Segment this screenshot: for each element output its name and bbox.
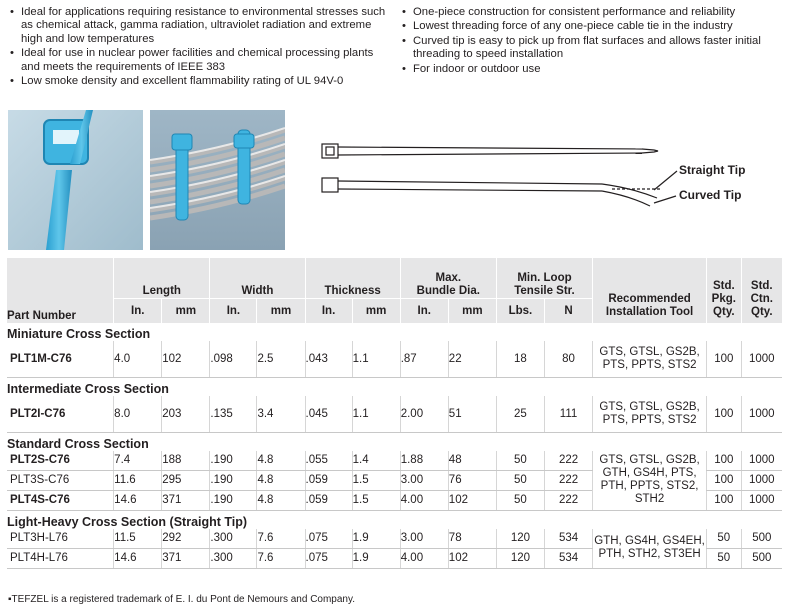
feature-list-right bbox=[402, 6, 787, 77]
feature-item: • For indoor or outdoor use bbox=[402, 63, 787, 76]
cell: 1000 bbox=[741, 490, 782, 510]
cell: 4.8 bbox=[257, 490, 305, 510]
cell: 48 bbox=[448, 451, 496, 471]
cell: 1.4 bbox=[352, 451, 400, 471]
tool-cell: GTS, GTSL, GS2B, GTH, GS4H, PTS, PTH, PPTS, STS2, STH2 bbox=[593, 451, 707, 511]
spec-table bbox=[7, 258, 782, 569]
cell: .190 bbox=[210, 451, 257, 471]
cell: 3.00 bbox=[400, 470, 448, 490]
cell: 4.00 bbox=[400, 548, 448, 568]
cell: 102 bbox=[448, 548, 496, 568]
cell: 100 bbox=[707, 341, 742, 378]
feature-list-left bbox=[10, 6, 390, 89]
part-number: PLT1M-C76 bbox=[7, 341, 114, 378]
cell: 188 bbox=[162, 451, 210, 471]
header-min-loop: Min. Loop Tensile Str. bbox=[496, 258, 592, 298]
cell: 222 bbox=[544, 451, 592, 471]
cell: 534 bbox=[544, 529, 592, 549]
table-row bbox=[7, 529, 782, 549]
cell: 1000 bbox=[741, 451, 782, 471]
header-max-bundle: Max. Bundle Dia. bbox=[400, 258, 496, 298]
table-row bbox=[7, 451, 782, 471]
cell: 203 bbox=[162, 396, 210, 433]
part-number: PLT2S-C76 bbox=[7, 451, 114, 471]
part-number: PLT4S-C76 bbox=[7, 490, 114, 510]
cell: 222 bbox=[544, 490, 592, 510]
cell: 100 bbox=[707, 470, 742, 490]
feature-item: • Ideal for use in nuclear power facilities and chemical processing plants and meets the requirements of IEEE 383 bbox=[10, 47, 390, 74]
feature-item: • Lowest threading force of any one-piece cable tie in the industry bbox=[402, 20, 787, 33]
cell: .300 bbox=[210, 529, 257, 549]
subheader-in: In. bbox=[210, 298, 257, 323]
cell: 3.4 bbox=[257, 396, 305, 433]
cell: .059 bbox=[305, 470, 352, 490]
cell: 4.00 bbox=[400, 490, 448, 510]
cell: .098 bbox=[210, 341, 257, 378]
header-thickness: Thickness bbox=[305, 258, 400, 298]
cell: 4.8 bbox=[257, 451, 305, 471]
cell: 1.1 bbox=[352, 396, 400, 433]
subheader-in: In. bbox=[400, 298, 448, 323]
cell: .190 bbox=[210, 470, 257, 490]
cell: 1.5 bbox=[352, 470, 400, 490]
feature-item: • Ideal for applications requiring resistance to environmental stresses such as chemical attack, gamma radiation, ultraviolet radiation and extreme high and low temperatures bbox=[10, 6, 390, 46]
cell: 102 bbox=[162, 341, 210, 378]
subheader-lbs: Lbs. bbox=[496, 298, 544, 323]
cell: .300 bbox=[210, 548, 257, 568]
cell: 7.4 bbox=[114, 451, 162, 471]
cell: 4.8 bbox=[257, 470, 305, 490]
cable-tie-photo bbox=[8, 110, 143, 250]
cell: 2.00 bbox=[400, 396, 448, 433]
header-length: Length bbox=[114, 258, 210, 298]
subheader-mm: mm bbox=[257, 298, 305, 323]
cell: 1000 bbox=[741, 341, 782, 378]
table-row bbox=[7, 396, 782, 433]
cell: .045 bbox=[305, 396, 352, 433]
cell: 7.6 bbox=[257, 529, 305, 549]
subheader-in: In. bbox=[305, 298, 352, 323]
subheader-mm: mm bbox=[162, 298, 210, 323]
cell: 222 bbox=[544, 470, 592, 490]
subheader-mm: mm bbox=[448, 298, 496, 323]
cell: 50 bbox=[496, 470, 544, 490]
cell: 1.88 bbox=[400, 451, 448, 471]
part-number: PLT3S-C76 bbox=[7, 470, 114, 490]
feature-item: • One-piece construction for consistent performance and reliability bbox=[402, 6, 787, 19]
cell: 1.9 bbox=[352, 548, 400, 568]
cell: 1000 bbox=[741, 396, 782, 433]
tool-cell: GTH, GS4H, GS4EH, PTH, STH2, ST3EH bbox=[593, 529, 707, 569]
section-title: Intermediate Cross Section bbox=[7, 381, 169, 396]
subheader-mm: mm bbox=[352, 298, 400, 323]
cell: 111 bbox=[544, 396, 592, 433]
cell: 78 bbox=[448, 529, 496, 549]
section-title: Light-Heavy Cross Section (Straight Tip) bbox=[7, 514, 248, 529]
cell: 51 bbox=[448, 396, 496, 433]
section-title: Miniature Cross Section bbox=[7, 326, 151, 341]
part-number: PLT2I-C76 bbox=[7, 396, 114, 433]
header-ctn-qty: Std. Ctn. Qty. bbox=[741, 258, 782, 323]
cell: 18 bbox=[496, 341, 544, 378]
straight-tip-label: Straight Tip bbox=[679, 163, 746, 177]
cell: 500 bbox=[741, 548, 782, 568]
cell: 100 bbox=[707, 396, 742, 433]
cell: 8.0 bbox=[114, 396, 162, 433]
cell: .135 bbox=[210, 396, 257, 433]
subheader-n: N bbox=[544, 298, 592, 323]
cell: 100 bbox=[707, 451, 742, 471]
cell: 4.0 bbox=[114, 341, 162, 378]
cell: .043 bbox=[305, 341, 352, 378]
cell: 3.00 bbox=[400, 529, 448, 549]
tip-diagram bbox=[312, 118, 782, 228]
cell: 11.6 bbox=[114, 470, 162, 490]
header-width: Width bbox=[210, 258, 305, 298]
feature-item: • Low smoke density and excellent flammability rating of UL 94V-0 bbox=[10, 75, 390, 88]
cell: .87 bbox=[400, 341, 448, 378]
part-number: PLT4H-L76 bbox=[7, 548, 114, 568]
cell: 500 bbox=[741, 529, 782, 549]
feature-item: • Curved tip is easy to pick up from flat surfaces and allows faster initial threading to speed installation bbox=[402, 35, 787, 62]
cell: .075 bbox=[305, 529, 352, 549]
cell: 371 bbox=[162, 548, 210, 568]
cell: 1000 bbox=[741, 470, 782, 490]
trademark-footnote: ▪TEFZEL is a registered trademark of E. I. du Pont de Nemours and Company. bbox=[8, 594, 356, 605]
cell: 292 bbox=[162, 529, 210, 549]
cell: 1.9 bbox=[352, 529, 400, 549]
cell: 22 bbox=[448, 341, 496, 378]
cell: 14.6 bbox=[114, 548, 162, 568]
cell: 102 bbox=[448, 490, 496, 510]
cell: 7.6 bbox=[257, 548, 305, 568]
cell: 534 bbox=[544, 548, 592, 568]
cell: 371 bbox=[162, 490, 210, 510]
cell: 120 bbox=[496, 548, 544, 568]
cell: 76 bbox=[448, 470, 496, 490]
cell: .075 bbox=[305, 548, 352, 568]
header-part-number: Part Number bbox=[7, 258, 114, 323]
cell: .055 bbox=[305, 451, 352, 471]
tool-cell: GTS, GTSL, GS2B, PTS, PPTS, STS2 bbox=[593, 396, 707, 433]
cell: 120 bbox=[496, 529, 544, 549]
cell: .059 bbox=[305, 490, 352, 510]
subheader-in: In. bbox=[114, 298, 162, 323]
tool-cell: GTS, GTSL, GS2B, PTS, PPTS, STS2 bbox=[593, 341, 707, 378]
cell: 50 bbox=[496, 490, 544, 510]
cell: 50 bbox=[707, 529, 742, 549]
cell: 2.5 bbox=[257, 341, 305, 378]
cable-bundle-photo bbox=[150, 110, 285, 250]
header-tool: Recommended Installation Tool bbox=[593, 258, 707, 323]
cell: 100 bbox=[707, 490, 742, 510]
cell: 50 bbox=[707, 548, 742, 568]
table-row bbox=[7, 341, 782, 378]
part-number: PLT3H-L76 bbox=[7, 529, 114, 549]
cell: 50 bbox=[496, 451, 544, 471]
cell: 14.6 bbox=[114, 490, 162, 510]
curved-tip-label: Curved Tip bbox=[679, 188, 742, 202]
cell: .190 bbox=[210, 490, 257, 510]
cell: 1.5 bbox=[352, 490, 400, 510]
cell: 295 bbox=[162, 470, 210, 490]
header-pkg-qty: Std. Pkg. Qty. bbox=[707, 258, 742, 323]
cell: 11.5 bbox=[114, 529, 162, 549]
section-title: Standard Cross Section bbox=[7, 436, 149, 451]
cell: 1.1 bbox=[352, 341, 400, 378]
cell: 25 bbox=[496, 396, 544, 433]
cell: 80 bbox=[544, 341, 592, 378]
